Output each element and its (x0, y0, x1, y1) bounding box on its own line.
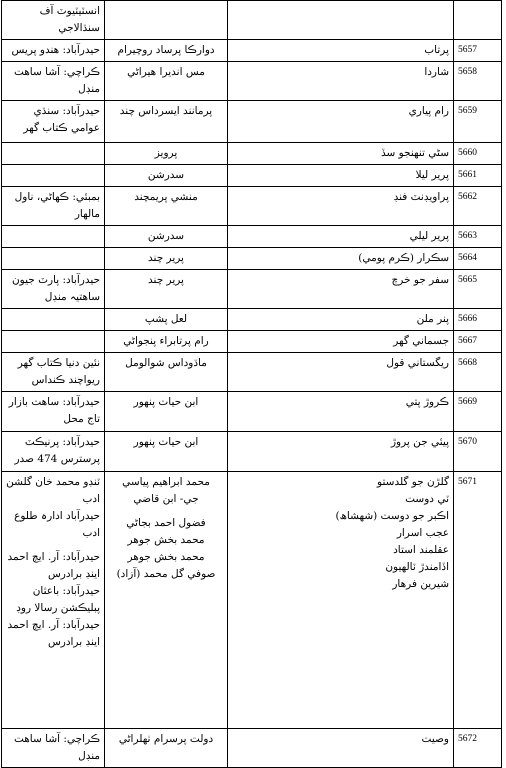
table-row (2, 331, 502, 353)
author-cell: ابن حيات پنهور (105, 392, 228, 432)
table-row (2, 392, 502, 432)
title-cell: پرتاب (228, 40, 454, 62)
number-cell: 5657 (454, 40, 502, 62)
title-cell: وصيت (228, 729, 454, 768)
title-cell: شاردا (228, 62, 454, 101)
publisher-cell: حيدرآباد: سنڌي عوامي ڪتاب گهر (2, 101, 105, 143)
table-row (2, 101, 502, 143)
number-cell: 5659 (454, 101, 502, 143)
publisher-cell: انسٽيٽيوٽ آف سنڌالاجي (2, 1, 105, 40)
author-cell: سدرشن (105, 165, 228, 187)
publisher-cell: حيدرآباد: ساهت بازار تاج محل (2, 392, 105, 432)
author-cell: دولت پرسرام ٺهلراڻي (105, 729, 228, 768)
number-cell: 5666 (454, 309, 502, 331)
publisher-cell (2, 143, 105, 165)
table-row (2, 187, 502, 226)
title-cell: پرير ليلي (228, 226, 454, 248)
author-cell: پرير چند (105, 270, 228, 309)
author-cell: پرير چند (105, 248, 228, 270)
publisher-cell (2, 331, 105, 353)
number-cell: 5667 (454, 331, 502, 353)
table-row (2, 729, 502, 768)
number-cell: 5662 (454, 187, 502, 226)
number-cell: 5672 (454, 729, 502, 768)
publisher-cell: ڪراچي: آشا ساهت منڊل (2, 729, 105, 768)
number-cell: 5663 (454, 226, 502, 248)
number-cell: 5668 (454, 353, 502, 392)
author-cell: لعل پشپ (105, 309, 228, 331)
author-cell: رام پرتابراء پنجواڻي (105, 331, 228, 353)
table-row (2, 309, 502, 331)
table-row (2, 62, 502, 101)
title-cell: جسماني گهر (228, 331, 454, 353)
table-row (2, 248, 502, 270)
publisher-cell: ٽنڊو محمد خان گلشن ادب حيدرآباد ادارہ طلوع ادب حيدرآباد: آر. ايچ احمد اينڊ برادرس حيدرآباد: باعثان پبليڪشن رسالا روڊ حيدرآباد: آر. ايچ احمد اينڊ برادرس (2, 472, 105, 729)
number-cell: 5658 (454, 62, 502, 101)
title-cell: سڻي تنهنجو سڏ (228, 143, 454, 165)
title-cell (228, 1, 454, 40)
title-cell: پرير ليلا (228, 165, 454, 187)
number-cell: 5661 (454, 165, 502, 187)
publisher-cell: حيدرآباد: پارٽ جيون ساهتيہ منڊل (2, 270, 105, 309)
table-row (2, 165, 502, 187)
title-cell: سڪرار (ڪرم پومي) (228, 248, 454, 270)
table-row (2, 1, 502, 40)
table-row (2, 432, 502, 472)
number-cell: 5665 (454, 270, 502, 309)
title-cell: گلڙن جو گلدستو ٽي دوست اڪبر جو دوست (شهشاھ) عجب اسرار عقلمند استاد اڏامندڙ ٽالهيون شيرين فرهار (228, 472, 454, 729)
table-row (2, 472, 502, 729)
publisher-cell (2, 165, 105, 187)
table-row (2, 40, 502, 62)
author-cell: محمد ابراهيم پياسي جي- ابن قاضي فضول احمد بجاڻي محمد بخش جوهر محمد بخش جوهر صوفي گل محمد (آزاد) (105, 472, 228, 729)
table-row (2, 143, 502, 165)
publisher-cell: بمبئي: ڪهاڻي، ناول مالهار (2, 187, 105, 226)
title-cell: رام پياري (228, 101, 454, 143)
publisher-cell (2, 248, 105, 270)
catalog-table (1, 0, 502, 768)
number-cell: 5669 (454, 392, 502, 432)
number-cell: 5660 (454, 143, 502, 165)
publisher-cell: حيدرآباد: هندو پريس (2, 40, 105, 62)
author-cell: منشي پريمچند (105, 187, 228, 226)
title-cell: ريگستاني قول (228, 353, 454, 392)
title-cell: پنر ملن (228, 309, 454, 331)
number-cell: 5664 (454, 248, 502, 270)
author-cell: ماڌوداس شوالومل (105, 353, 228, 392)
title-cell: پيئي جن پروڙ (228, 432, 454, 472)
publisher-cell: ڪراچي: آشا ساهت منڊل (2, 62, 105, 101)
title-cell: پراويڊنٽ فنڊ (228, 187, 454, 226)
publisher-cell (2, 226, 105, 248)
author-cell: پرويز (105, 143, 228, 165)
table-row (2, 226, 502, 248)
number-cell: 5670 (454, 432, 502, 472)
number-cell: 5671 (454, 472, 502, 729)
table-row (2, 270, 502, 309)
author-cell: سدرشن (105, 226, 228, 248)
table-row (2, 353, 502, 392)
number-cell (454, 1, 502, 40)
publisher-cell: نئين دنيا ڪتاب گهر ريواچند ڪنداس (2, 353, 105, 392)
author-cell: دوارڪا پرساد روچيرام (105, 40, 228, 62)
publisher-cell: حيدرآباد: پرنيڪٽ پرسترس 474 صدر (2, 432, 105, 472)
title-cell: ڪروڙ پتي (228, 392, 454, 432)
author-cell: ابن حيات پنهور (105, 432, 228, 472)
author-cell (105, 1, 228, 40)
title-cell: سفر جو خرچ (228, 270, 454, 309)
publisher-cell (2, 309, 105, 331)
author-cell: پرمانند ايسرداس چند (105, 101, 228, 143)
author-cell: مس انديرا هيراڻي (105, 62, 228, 101)
